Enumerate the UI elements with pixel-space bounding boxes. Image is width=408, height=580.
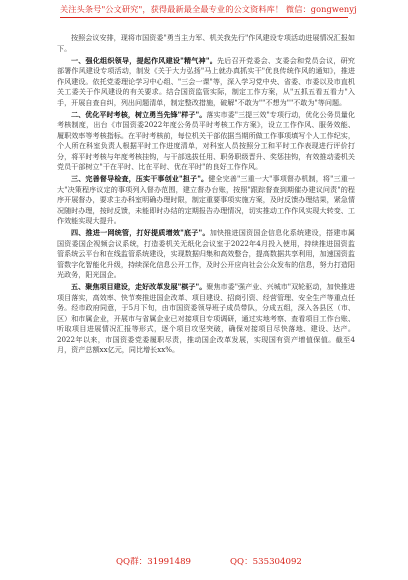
section-1-heading: 一、强化组织领导，提起作风建设"精气神"。 bbox=[71, 55, 217, 65]
banner-text: 关注头条号"公文研究"，获得最新最全最专业的公文资料库！ 微信：gongwenyj bbox=[60, 4, 357, 14]
section-2-heading: 二、优化平时考核，树立勇当先锋"样子"。 bbox=[71, 109, 207, 119]
section-4-heading: 四、推进一网统管，打好提质增效"底子"。 bbox=[71, 228, 210, 237]
section-3-body: 健全完善"三重一大"事项督办机制，将"三重一大"决策程序议定的事项列入督办范围，建立督办台账，按照"跟踪督查到期催办建议问责"的程序开展督办，要求主办科室明确办理时限，制定重要事项实施方案，及时反馈办理结果，紧急情况随时办理，按时反馈，未能即时办结的定期报告办理情况，切实推动工作作风实现大转变、工作效能实现大提升。 bbox=[57, 174, 355, 225]
section-5 bbox=[57, 282, 355, 356]
section-1-body: 先后召开党委会、支委会和党员会议，研究部署作风建设专项活动，制发《关于大力弘扬"马上就办真抓实干"优良传统作风的通知》，推进作风建设。依托党委理论学习中心组、"三会一课"等，深入学习党中央、省委、市委以及市直机关工委关于作风建设的有关要求。结合国资监管实际，制定工作方案，从"五抓五看五看力"入手，开展自查自纠，列出问题清单，制定整改措施，破解"不敢为""不想为""不敢为"等问题。 bbox=[57, 55, 356, 107]
banner-divider bbox=[60, 17, 348, 18]
section-4-body: 加快推进国资国企信息化系统建设，搭建市属国资委国企视频会议系统，打造委机关无纸化会议室于2022年4月投入使用，持续推进国资监管系统云平台和在线监管系统建设，实现数据归集和高效整合，提高数据共享利用，加速国资监管数字化智能化升级，持续深化信息公开工作，及时公开应向社会公众发布的信息，努力打造阳光政务，阳光国企。 bbox=[57, 228, 356, 279]
document-body bbox=[57, 33, 355, 357]
section-2-body: 落实市委"三提三效"专项行动，优化公务员量化考核制度，出台《市国资委2022年度公务员平时考核工作方案》，设立工作作风、服务效能、履职效率等考核指标。在平时考核前，每位机关干部依据当期所做工作事项填写个人工作纪实，个人所在科室负责人根据平时工作进度清单，对科室人员按照分工和平时工作表现进行评价打分，将平时考核与年度考核挂钩，与干部选拔任用、职务职级晋升、奖惩挂钩，有效推动委机关党员干部树立"干在平时、比在平时、优在平时"的良好工作作风。 bbox=[57, 109, 356, 171]
footer-qq-number: QQ：535304092 bbox=[230, 557, 302, 567]
section-2 bbox=[57, 110, 355, 173]
section-4 bbox=[57, 228, 355, 281]
section-3-heading: 三、完善督导检查，压实干事创业"担子"。 bbox=[71, 174, 209, 183]
footer-qq-group: QQ群：31991489 bbox=[116, 557, 192, 567]
section-5-body: 聚焦市委"强产业、兴城市"双轮驱动，加快推进项目落实，高效率、快节奏推进国企改革、项目建设、招商引资、经营管理、安全生产等重点任务。经市政府同意，于5月下旬，由市国资委领导班子成员带队，分成五组，深入各县区（市、区）和市属企业，开展市与省属企业已对接项目专项调研，通过实地考察、查看项目工作台账、听取项目进展情况汇报等形式，逐个项目攻坚突破，确保对接项目尽快落地、建设、达产。2022年以来，市国资委党委履职尽责，推动国企改革发展，实现国有资产增值保值。截至4月，资产总额xx亿元，同比增长xx%。 bbox=[57, 282, 356, 354]
footer-contact bbox=[60, 555, 348, 569]
header-banner bbox=[60, 4, 357, 26]
section-5-heading: 五、聚焦项目建设，走好改革发展"棋子"。 bbox=[71, 282, 207, 291]
section-1 bbox=[57, 56, 355, 109]
intro-paragraph: 按照会议安排，现将市国资委"勇当主力军、机关我先行"作风建设专项活动进展情况汇报如下。 bbox=[57, 33, 355, 53]
section-3 bbox=[57, 174, 355, 227]
